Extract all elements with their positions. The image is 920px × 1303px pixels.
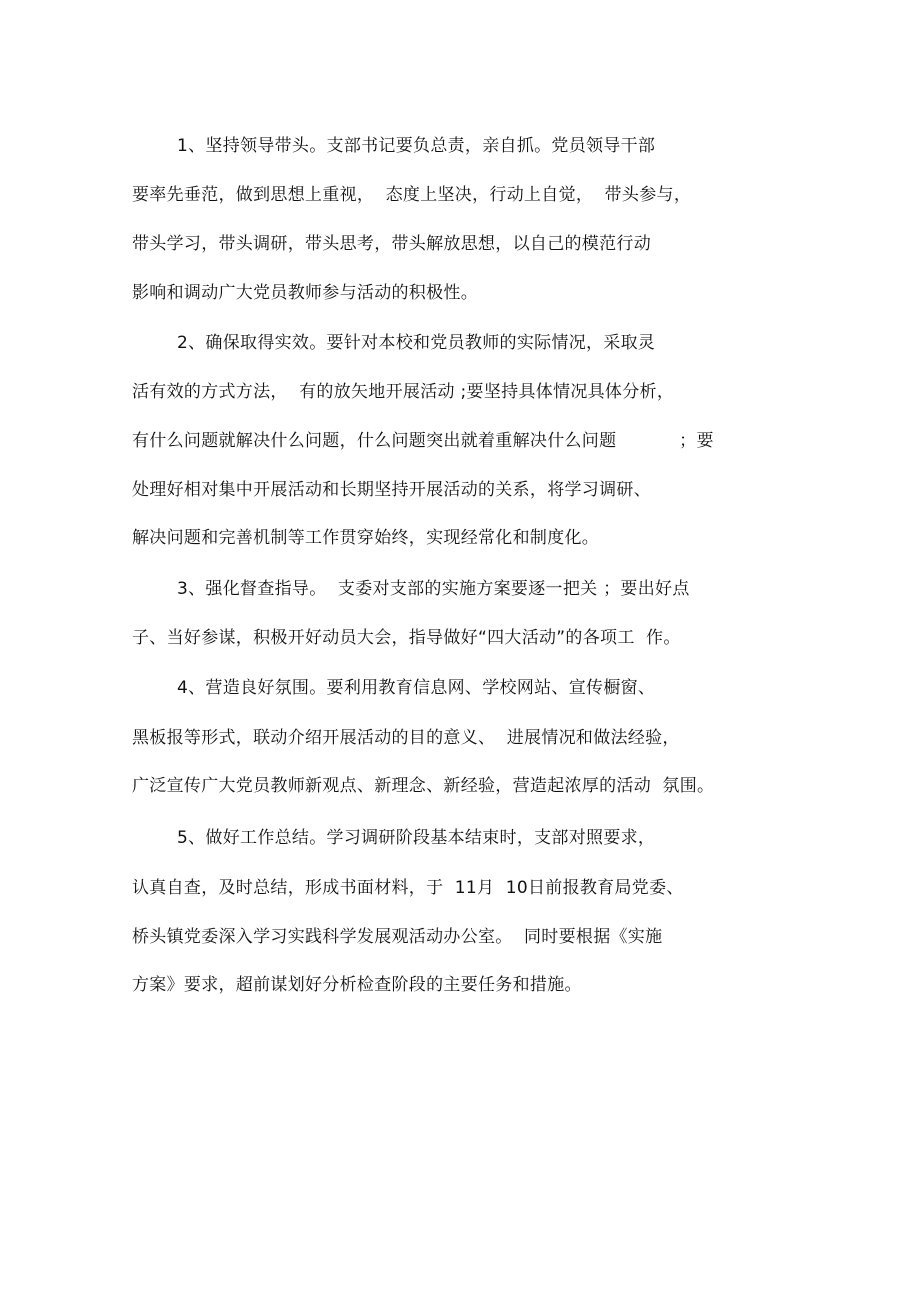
paragraph-5-line-4: 方案》要求，超前谋划好分析检查阶段的主要任务和措施。 — [132, 975, 582, 995]
paragraph-2-line-4: 处理好相对集中开展活动和长期坚持开展活动的关系，将学习调研、 — [132, 480, 651, 500]
paragraph-5-line-1: 5、做好工作总结。学习调研阶段基本结束时，支部对照要求， — [177, 828, 656, 848]
paragraph-2-line-3: 有什么问题就解决什么问题，什么问题突出就着重解决什么问题 ；要 — [132, 431, 714, 451]
paragraph-1-line-3: 带头学习，带头调研，带头思考，带头解放思想，以自己的模范行动 — [132, 234, 651, 254]
paragraph-3-line-1: 3、强化督查指导。 支委对支部的实施方案要逐一把关 ；要出好点 — [177, 579, 690, 599]
paragraph-2-line-2: 活有效的方式方法， 有的放矢地开展活动 ;要坚持具体情况具体分析， — [132, 382, 675, 402]
paragraph-2-line-1: 2、确保取得实效。要针对本校和党员教师的实际情况，采取灵 — [177, 333, 656, 353]
paragraph-3-line-2: 子、当好参谋，积极开好动员大会，指导做好“四大活动”的各项工 作。 — [132, 628, 681, 648]
paragraph-4-line-1: 4、营造良好氛围。要利用教育信息网、学校网站、宣传橱窗、 — [177, 678, 656, 698]
paragraph-4-line-2: 黑板报等形式，联动介绍开展活动的目的意义、 进展情况和做法经验， — [132, 728, 680, 748]
paragraph-4-line-3: 广泛宣传广大党员教师新观点、新理念、新经验，营造起浓厚的活动 氛围。 — [132, 776, 715, 796]
paragraph-1-line-4: 影响和调动广大党员教师参与活动的积极性。 — [132, 283, 478, 303]
paragraph-2-line-5: 解决问题和完善机制等工作贯穿始终，实现经常化和制度化。 — [132, 528, 600, 548]
paragraph-1-line-2: 要率先垂范，做到思想上重视， 态度上坚决，行动上自觉， 带头参与， — [132, 185, 692, 205]
paragraph-1-line-1: 1、坚持领导带头。支部书记要负总责，亲自抓。党员领导干部 — [177, 136, 656, 156]
paragraph-5-line-2: 认真自查，及时总结，形成书面材料，于 11月 10日前报教育局党委、 — [132, 878, 684, 898]
paragraph-5-line-3: 桥头镇党委深入学习实践科学发展观活动办公室。 同时要根据《实施 — [132, 927, 663, 947]
